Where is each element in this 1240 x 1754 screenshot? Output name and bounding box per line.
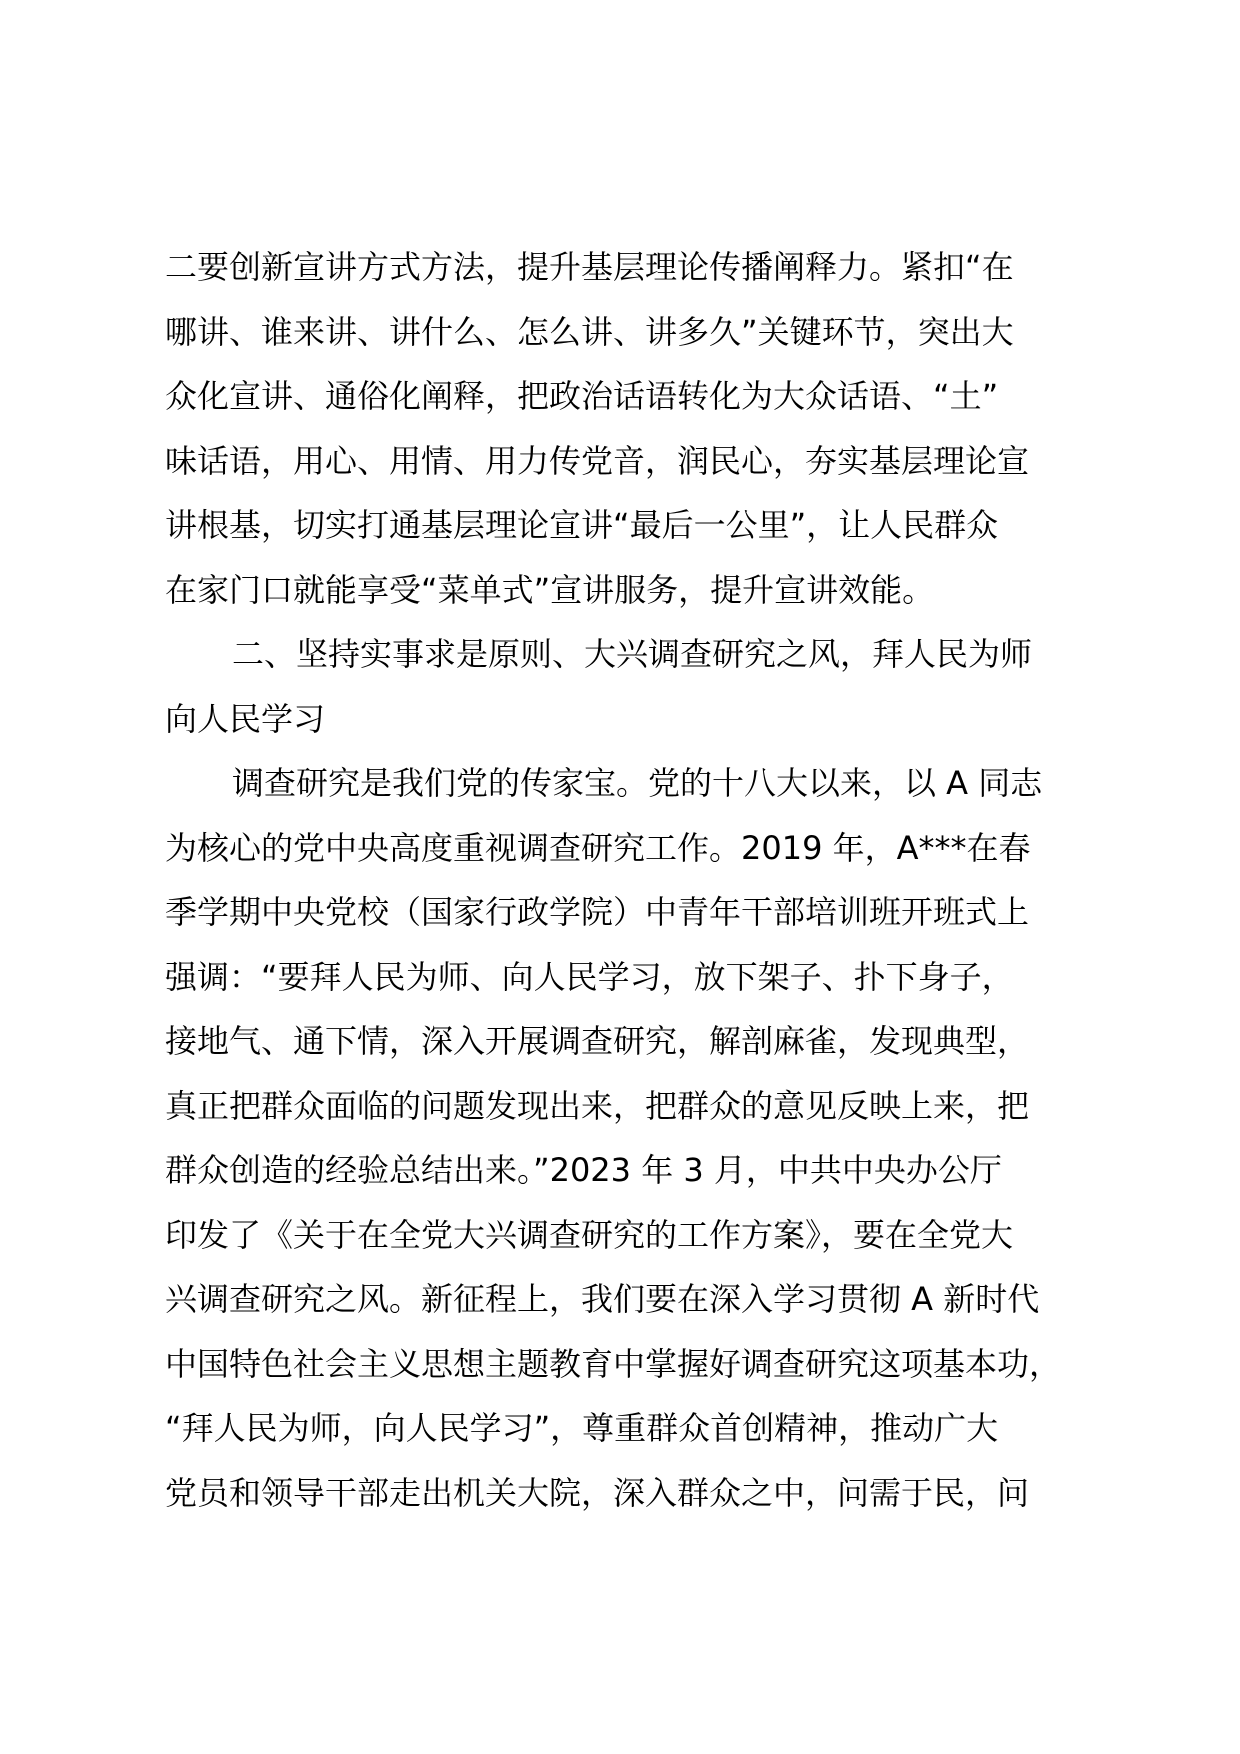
document-body [165,235,1090,1525]
paragraph-line: 味话语，用心、用情、用力传党音，润民心，夯实基层理论宣 [165,441,1030,480]
paragraph-line: 接地气、通下情，深入开展调查研究，解剖麻雀，发现典型， [165,1022,1030,1060]
paragraph-line: 党员和领导干部走出机关大院，深入群众之中，问需于民，问 [165,1473,1030,1512]
paragraph-line: 在家门口就能享受“菜单式”宣讲服务，提升宣讲效能。 [165,570,935,609]
paragraph-line: 兴调查研究之风。新征程上，我们要在深入学习贯彻 A 新时代 [165,1280,1040,1318]
paragraph-line: 为核心的党中央高度重视调查研究工作。2019 年，A***在春 [165,828,1031,867]
paragraph-line: 真正把群众面临的问题发现出来，把群众的意见反映上来，把 [165,1086,1030,1125]
paragraph-line: 众化宣讲、通俗化阐释，把政治话语转化为大众话语、“土” [165,377,999,415]
paragraph-line: 二要创新宣讲方式方法，提升基层理论传播阐释力。紧扣“在 [165,248,1014,286]
paragraph-line: 哪讲、谁来讲、讲什么、怎么讲、讲多久”关键环节，突出大 [165,312,1014,351]
paragraph-line: 中国特色社会主义思想主题教育中掌握好调查研究这项基本功， [165,1344,1062,1383]
section-heading-line: 向人民学习 [165,699,326,738]
paragraph-line: 调查研究是我们党的传家宝。党的十八大以来，以 A 同志 [232,764,1043,802]
paragraph-line: 印发了《关于在全党大兴调查研究的工作方案》，要在全党大 [165,1215,1014,1254]
paragraph-line: 讲根基，切实打通基层理论宣讲“最后一公里”，让人民群众 [165,506,999,544]
paragraph-line: “拜人民为师，向人民学习”，尊重群众首创精神，推动广大 [165,1409,999,1447]
paragraph-line: 季学期中央党校（国家行政学院）中青年干部培训班开班式上 [165,893,1030,931]
paragraph-line: 群众创造的经验总结出来。”2023 年 3 月，中共中央办公厅 [165,1151,1002,1189]
paragraph-line: 强调：“要拜人民为师、向人民学习，放下架子、扑下身子， [165,957,1014,996]
section-heading-line: 二、坚持实事求是原则、大兴调查研究之风，拜人民为师 [232,635,1033,673]
